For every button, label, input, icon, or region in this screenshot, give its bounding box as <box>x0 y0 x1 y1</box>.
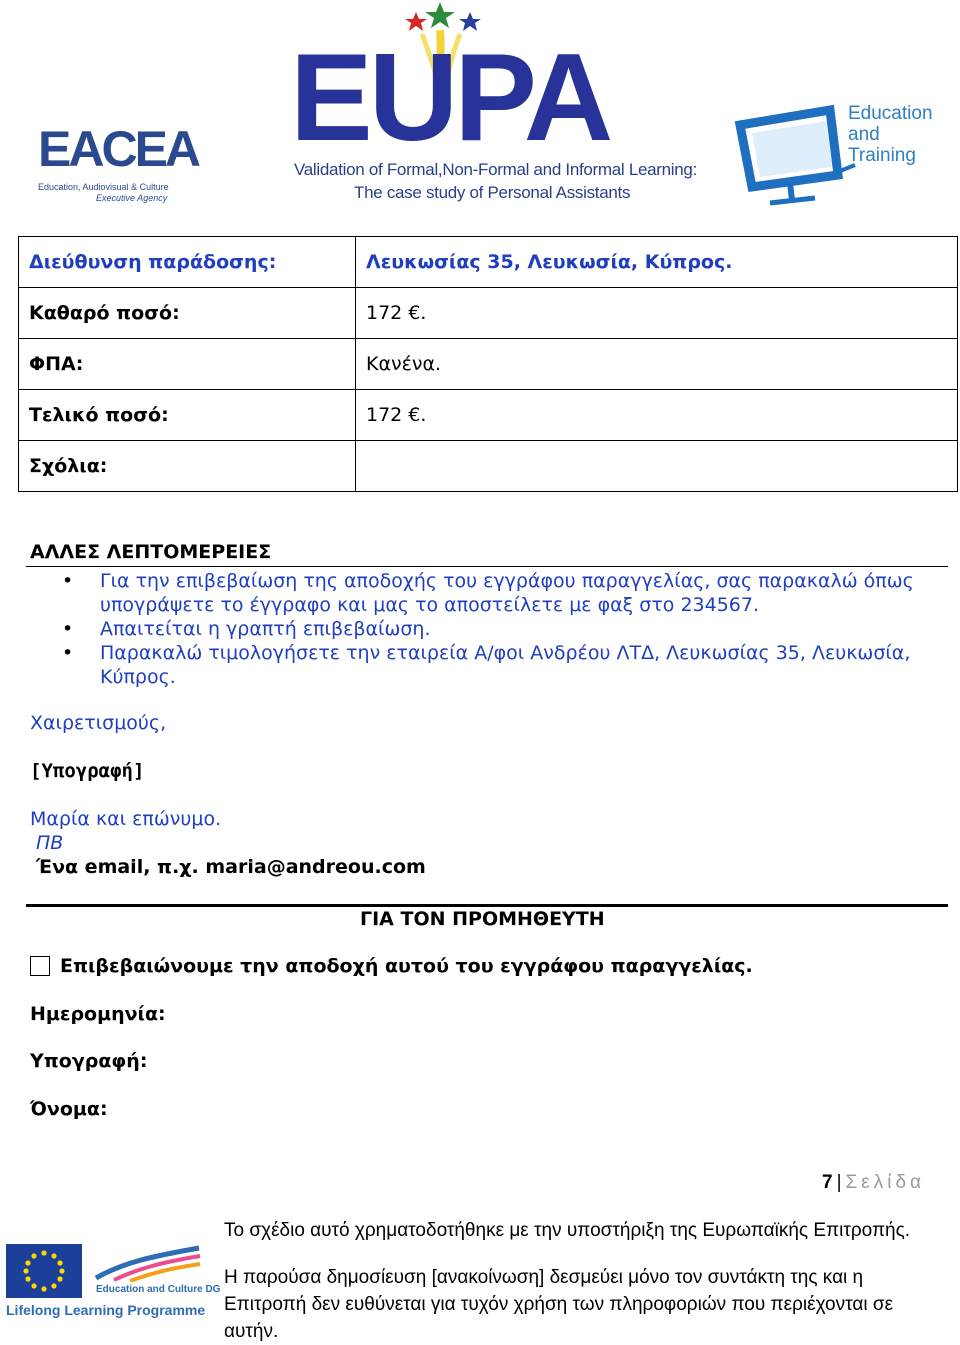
comments-label: Σχόλια: <box>19 441 356 492</box>
table-row <box>19 288 958 339</box>
delivery-address-value: Λευκωσίας 35, Λευκωσία, Κύπρος. <box>356 237 958 288</box>
eupa-subtitle-1: Validation of Formal,Non-Formal and Informal Learning: <box>294 160 698 179</box>
page-number-value: 7 <box>822 1172 833 1193</box>
other-details-title: ΑΛΛΕΣ ΛΕΠΤΟΜΕΡΕΙΕΣ <box>30 541 272 563</box>
delivery-address-label: Διεύθυνση παράδοσης: <box>19 237 356 288</box>
sender-name: Μαρία και επώνυμο. <box>30 808 222 830</box>
greeting: Χαιρετισμούς, <box>30 712 167 734</box>
table-row <box>19 237 958 288</box>
sender-title: ΠΒ <box>36 832 64 854</box>
net-amount-value: 172 €. <box>356 288 958 339</box>
education-training-line1: Education <box>848 103 933 124</box>
liability-disclaimer: Η παρούσα δημοσίευση [ανακοίνωση] δεσμεύει μόνο τον συντάκτη της και η Επιτροπή δεν ευθύνεται για τυχόν χρήση των πληροφοριών που περιέχονται σε αυτήν. <box>224 1267 894 1342</box>
education-training-line2: and <box>848 124 880 145</box>
eacea-logo-line1: Education, Audiovisual & Culture <box>38 182 169 192</box>
signature-label: Υπογραφή: <box>30 1050 148 1072</box>
page-number-word: Σελίδα <box>845 1172 926 1193</box>
vat-label: ΦΠΑ: <box>19 339 356 390</box>
education-training-line3: Training <box>848 145 916 166</box>
sender-email: Ένα email, π.χ. maria@andreou.com <box>36 856 426 878</box>
confirm-label: Επιβεβαιώνουμε την αποδοχή αυτού του εγγράφου παραγγελίας. <box>60 955 753 977</box>
eupa-logo <box>290 0 698 210</box>
name-label: Όνομα: <box>30 1098 108 1120</box>
education-training-text <box>848 103 933 166</box>
education-training-logo <box>730 95 945 210</box>
eupa-wordmark-text: EUPA <box>290 29 610 167</box>
eacea-logo-line2: Executive Agency <box>96 193 168 203</box>
net-amount-label: Καθαρό ποσό: <box>19 288 356 339</box>
total-amount-value: 172 €. <box>356 390 958 441</box>
order-info-table <box>18 236 958 492</box>
funding-disclaimer: Το σχέδιο αυτό χρηματοδοτήθηκε με την υποστήριξη της Ευρωπαϊκής Επιτροπής. <box>224 1220 911 1241</box>
computer-monitor-icon <box>730 105 860 210</box>
list-item: • Απαιτείται η γραπτή επιβεβαίωση. <box>30 617 950 641</box>
total-amount-label: Τελικό ποσό: <box>19 390 356 441</box>
lifelong-learning-label: Lifelong Learning Programme <box>6 1302 206 1318</box>
table-row <box>19 339 958 390</box>
signature-placeholder: [Υπογραφή] <box>30 760 145 782</box>
page-number-separator: | <box>836 1172 842 1193</box>
section-divider <box>26 566 948 567</box>
eupa-subtitle-2: The case study of Personal Assistants <box>354 183 631 202</box>
list-item: • Παρακαλώ τιμολογήσετε την εταιρεία Α/φοι Ανδρέου ΛΤΔ, Λευκωσίας 35, Λευκωσία, Κύπρος. <box>30 641 950 689</box>
other-details-list <box>30 569 950 689</box>
eacea-logo <box>30 120 199 210</box>
eupa-wordmark <box>290 29 610 167</box>
dg-swoosh-icon <box>94 1244 204 1282</box>
table-row <box>19 390 958 441</box>
vat-value: Κανένα. <box>356 339 958 390</box>
comments-value <box>356 441 958 492</box>
page-number <box>822 1172 925 1194</box>
eu-flag-icon <box>6 1244 82 1298</box>
eacea-logo-mark: EACEA <box>38 121 199 177</box>
supplier-title: ΓΙΑ ΤΟΝ ΠΡΟΜΗΘΕΥΤΗ <box>360 908 605 930</box>
lifelong-learning-logo <box>6 1242 221 1322</box>
table-row <box>19 441 958 492</box>
supplier-divider <box>26 904 948 907</box>
date-label: Ημερομηνία: <box>30 1003 166 1025</box>
dg-label: Education and Culture DG <box>96 1284 221 1295</box>
confirm-checkbox[interactable] <box>30 956 50 976</box>
list-item: • Για την επιβεβαίωση της αποδοχής του εγγράφου παραγγελίας, σας παρακαλώ όπως υπογράψετε το έγγραφο και μας το αποστείλετε με φαξ στο 234567. <box>30 569 950 617</box>
